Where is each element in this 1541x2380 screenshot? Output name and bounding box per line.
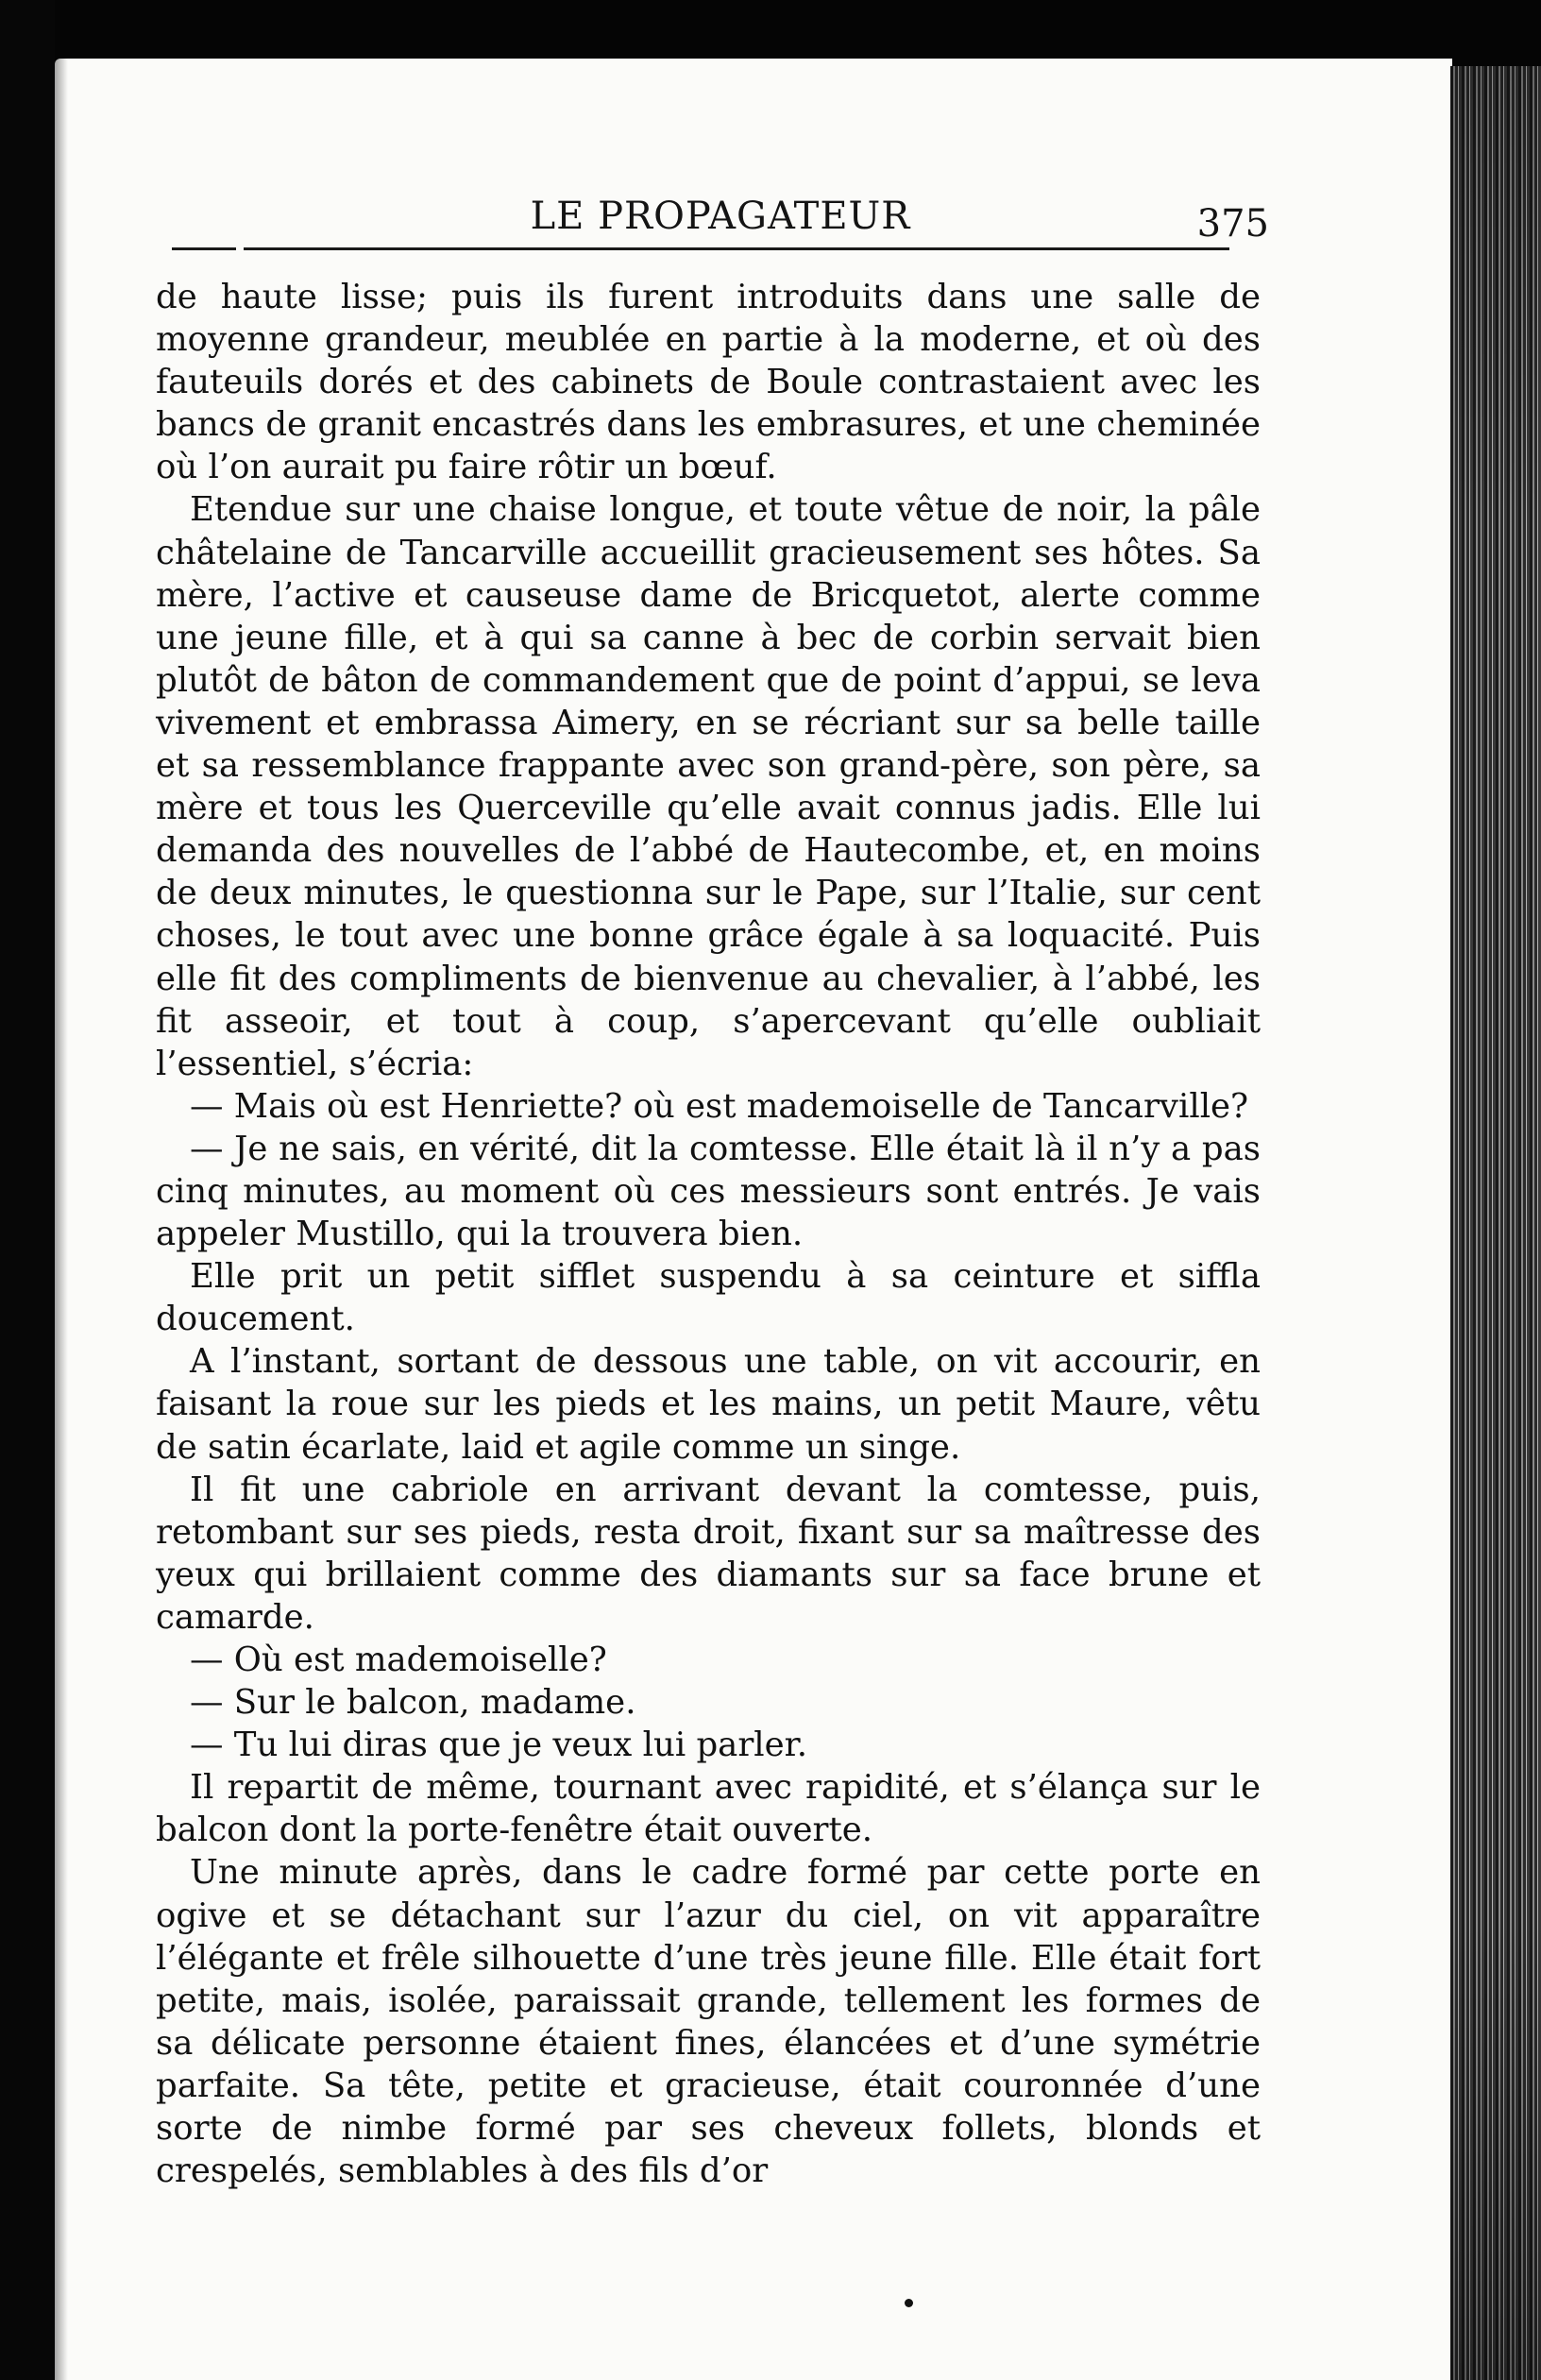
running-head [172, 185, 1269, 246]
dialogue-line: — Où est mademoiselle? [190, 1640, 607, 1679]
dialogue-line: — Mais où est Henriette? où est mademoiselle de Tancarville? [190, 1086, 1249, 1126]
dialogue-line: — Tu lui diras que je veux lui parler. [190, 1726, 808, 1765]
binding-shadow [55, 59, 68, 2380]
dark-scan-border-top [0, 0, 1541, 66]
paragraph: A l’instant, sortant de dessous une table, on vit accourir, en faisant la roue sur les pieds et les mains, un petit Maure, vêtu de satin écarlate, laid et agile comme un singe. [156, 1342, 1261, 1467]
page-number: 375 [1196, 202, 1269, 246]
paragraph: de haute lisse; puis ils furent introduits dans une salle de moyenne grandeur, meublée en partie à la moderne, et où des fauteuils dorés et des cabinets de Boule contrastaient avec les bancs de granit encastrés dans les embrasures, et une cheminée où l’on aurait pu faire rôtir un bœuf. [156, 278, 1261, 487]
paragraph: Elle prit un petit sifflet suspendu à sa ceinture et siffla doucement. [156, 1257, 1261, 1339]
header-rule [172, 247, 1229, 250]
paragraph: Une minute après, dans le cadre formé par cette porte en ogive et se détachant sur l’azur du ciel, on vit apparaître l’élégante et frêle silhouette d’une très jeune fille. Elle était fort petite, mais, isolée, paraissait grande, tellement les formes de sa délicate personne étaient fines, élancées et d’une symétrie parfaite. Sa tête, petite et gracieuse, était couronnée d’une sorte de nimbe formé par ses cheveux follets, blonds et crespelés, semblables à des fils d’or [156, 1853, 1261, 2191]
ink-speck [905, 2299, 913, 2307]
paragraph: Il fit une cabriole en arrivant devant la comtesse, puis, retombant sur ses pieds, resta droit, fixant sur sa maîtresse des yeux qui brillaient comme des diamants sur sa face brune et camarde. [156, 1470, 1261, 1637]
dark-scan-border-left [0, 0, 55, 2380]
body-text [156, 276, 1261, 2192]
paragraph: Il repartit de même, tournant avec rapidité, et s’élança sur le balcon dont la porte-fenêtre était ouverte. [156, 1768, 1261, 1850]
dialogue-line: — Sur le balcon, madame. [190, 1683, 636, 1723]
book-page-edges [1450, 66, 1541, 2380]
dialogue-line: — Je ne sais, en vérité, dit la comtesse. Elle était là il n’y a pas cinq minutes, au moment où ces messieurs sont entrés. Je vais appeler Mustillo, qui la trouvera bien. [156, 1129, 1261, 1254]
paragraph: Etendue sur une chaise longue, et toute vêtue de noir, la pâle châtelaine de Tancarville accueillit gracieusement ses hôtes. Sa mère, l’active et causeuse dame de Bricquetot, alerte comme une jeune fille, et à qui sa canne à bec de corbin servait bien plutôt de bâton de commandement que de point d’appui, se leva vivement et embrassa Aimery, en se récriant sur sa belle taille et sa ressemblance frappante avec son grand-père, son père, sa mère et tous les Querceville qu’elle avait connus jadis. Elle lui demanda des nouvelles de l’abbé de Hautecombe, et, en moins de deux minutes, le questionna sur le Pape, sur l’Italie, sur cent choses, le tout avec une bonne grâce égale à sa loquacité. Puis elle fit des compliments de bienvenue au chevalier, à l’abbé, les fit asseoir, et tout à coup, s’apercevant qu’elle oubliait l’essentiel, s’écria: [156, 490, 1261, 1083]
running-head-title: LE PROPAGATEUR [530, 195, 911, 238]
